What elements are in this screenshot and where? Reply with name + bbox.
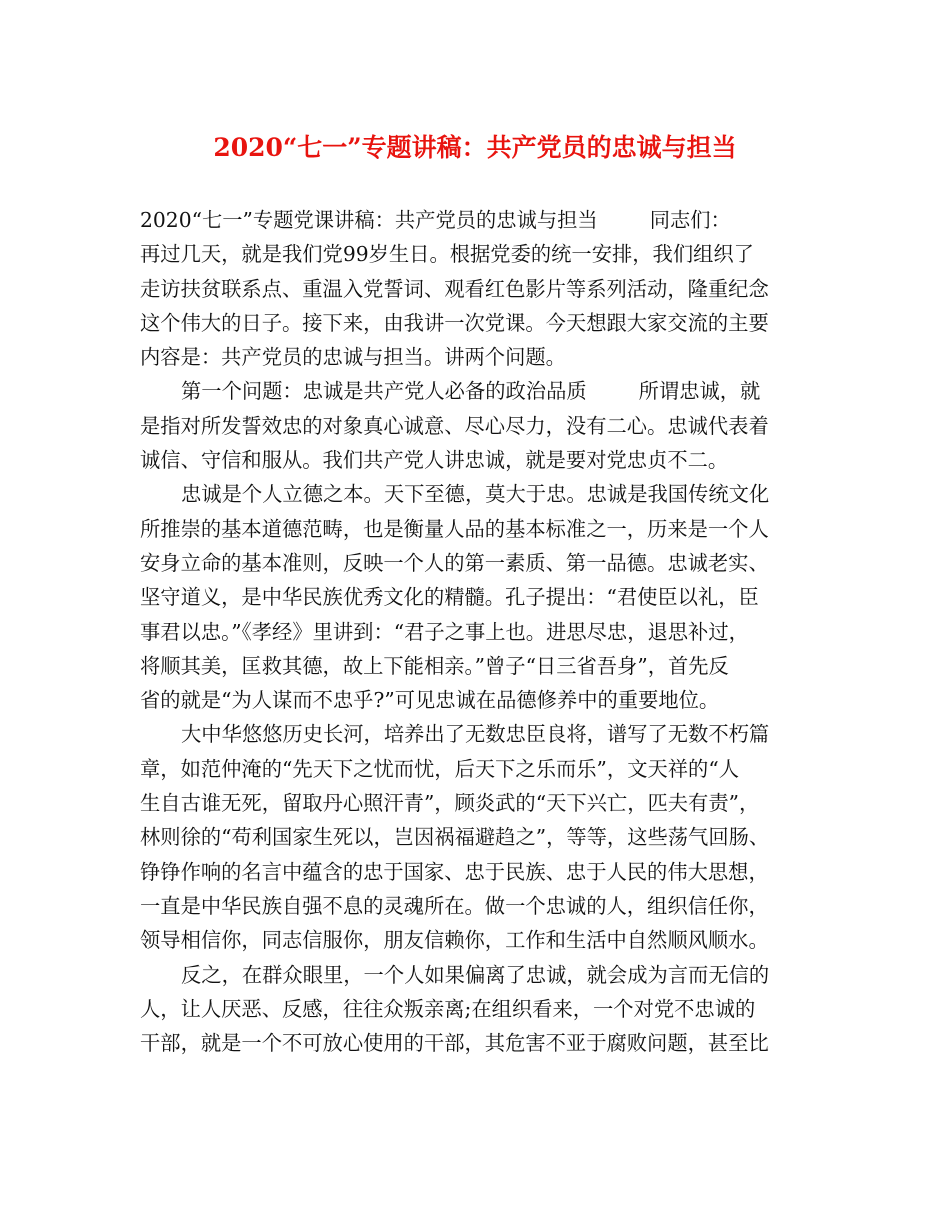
text-line-content: 一直是中华民族自强不息的灵魂所在。做一个忠诚的人，组织信任你， — [140, 893, 769, 918]
text-line — [140, 992, 830, 1026]
text-line-content: 人，让人厌恶、反感，往往众叛亲离;在组织看来，一个对党不忠诚的 — [140, 996, 756, 1021]
text-line — [140, 923, 830, 957]
text-line-content: 走访扶贫联系点、重温入党誓词、观看红色影片等系列活动，隆重纪念 — [140, 276, 769, 301]
text-line-content: 坚守道义，是中华民族优秀文化的精髓。孔子提出：“君使臣以礼，臣 — [140, 585, 759, 610]
text-line — [140, 306, 830, 340]
text-line — [140, 340, 830, 374]
text-line — [140, 272, 830, 306]
text-line — [140, 546, 830, 580]
text-line-content: 干部，就是一个不可放心使用的干部，其危害不亚于腐败问题，甚至比 — [140, 1031, 769, 1056]
text-line — [140, 409, 830, 443]
text-line-content: 再过几天，就是我们党99岁生日。根据党委的统一安排，我们组织了 — [140, 242, 754, 267]
text-line-content: 安身立命的基本准则，反映一个人的第一素质、第一品德。忠诚老实、 — [140, 550, 769, 575]
text-line-content: 领导相信你，同志信服你，朋友信赖你，工作和生活中自然顺风顺水。 — [140, 928, 769, 953]
text-line-content: 第一个问题：忠诚是共产党人必备的政治品质 — [181, 379, 587, 404]
text-line-continuation: 同志们： — [649, 208, 731, 232]
text-line-content: 将顺其美，匡救其德，故上下能相亲。”曾子“日三省吾身”，首先反 — [140, 653, 729, 678]
text-line — [140, 958, 830, 992]
document-body — [140, 203, 830, 1060]
text-line — [140, 717, 830, 751]
text-line — [140, 374, 830, 408]
text-line — [140, 752, 830, 786]
text-line-content: 是指对所发誓效忠的对象真心诚意、尽心尽力，没有二心。忠诚代表着 — [140, 413, 769, 438]
text-line — [140, 649, 830, 683]
text-line — [140, 1026, 830, 1060]
text-line-content: 这个伟大的日子。接下来，由我讲一次党课。今天想跟大家交流的主要 — [140, 310, 769, 335]
text-line — [140, 580, 830, 614]
text-line — [140, 615, 830, 649]
document-title: 2020“七一”专题讲稿：共产党员的忠诚与担当 — [213, 133, 737, 162]
text-line-content: 2020“七一”专题党课讲稿：共产党员的忠诚与担当 — [140, 208, 598, 232]
text-line — [140, 203, 830, 237]
text-line-content: 林则徐的“苟利国家生死以，岂因祸福避趋之”，等等，这些荡气回肠、 — [140, 825, 770, 850]
text-line-content: 所推崇的基本道德范畴，也是衡量人品的基本标准之一，历来是一个人 — [140, 516, 769, 541]
text-line-content: 忠诚是个人立德之本。天下至德，莫大于忠。忠诚是我国传统文化 — [181, 482, 770, 507]
text-line-content: 生自古谁无死，留取丹心照汗青”，顾炎武的“天下兴亡，匹夫有责”， — [140, 791, 760, 816]
text-line-content: 省的就是“为人谋而不忠乎?”可见忠诚在品德修养中的重要地位。 — [140, 688, 720, 713]
text-line — [140, 683, 830, 717]
text-line-content: 事君以忠。”《孝经》里讲到：“君子之事上也。进思尽忠，退思补过， — [140, 619, 749, 644]
text-line-content: 内容是：共产党员的忠诚与担当。讲两个问题。 — [140, 345, 566, 370]
text-line-content: 章，如范仲淹的“先天下之忧而忧，后天下之乐而乐”，文天祥的“人 — [140, 756, 739, 781]
text-line-content: 铮铮作响的名言中蕴含的忠于国家、忠于民族、忠于人民的伟大思想， — [140, 859, 769, 884]
text-line-content: 诚信、守信和服从。我们共产党人讲忠诚，就是要对党忠贞不二。 — [140, 448, 729, 473]
text-line — [140, 820, 830, 854]
text-line-continuation: 所谓忠诚，就 — [638, 379, 761, 404]
text-line-content: 大中华悠悠历史长河，培养出了无数忠臣良将，谱写了无数不朽篇 — [181, 722, 770, 747]
text-line — [140, 855, 830, 889]
text-line — [140, 786, 830, 820]
text-line — [140, 512, 830, 546]
text-line — [140, 237, 830, 271]
text-line — [140, 477, 830, 511]
text-line — [140, 889, 830, 923]
text-line-content: 反之，在群众眼里，一个人如果偏离了忠诚，就会成为言而无信的 — [181, 962, 770, 987]
text-line — [140, 443, 830, 477]
